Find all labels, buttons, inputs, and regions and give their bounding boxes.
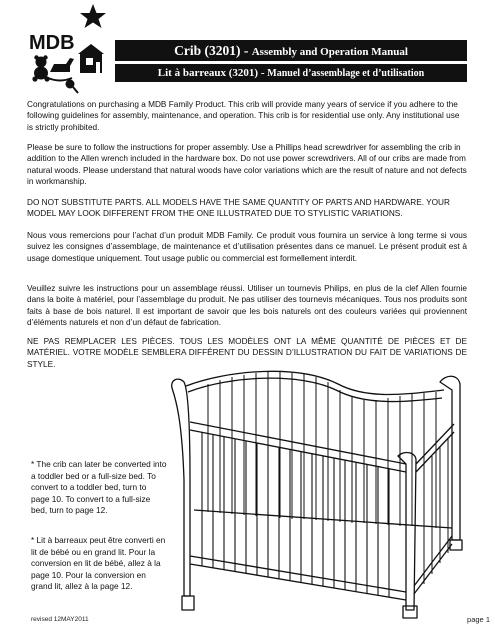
warning-paragraph-fr: NE PAS REMPLACER LES PIÈCES. TOUS LES MODÈLES ONT LA MÊME QUANTITÉ DE PIÈCES ET DE MATÉRIEL. VOTRE MODÈLE SEMBLERA DIFFÉRENT DU DESSIN D’ILLUSTRATION DU FAIT DE VARIATIONS DE STYLE. xyxy=(27,337,467,369)
assembly-paragraph-en: Please be sure to follow the instructions for proper assembly. Use a Phillips head screwdriver for assembling the crib in addition to the Allen wrench included in the hardware box. Do not use power screwdrivers. All of our cribs are made from natural woods. Please understand that natural woods have color variations which are the result of nature and not defects in workmanship. xyxy=(27,143,467,186)
page-number: page 1 xyxy=(467,615,490,624)
header xyxy=(115,40,467,82)
warning-paragraph-en: DO NOT SUBSTITUTE PARTS. ALL MODELS HAVE THE SAME QUANTITY OF PARTS AND HARDWARE. YOUR MODEL MAY LOOK DIFFERENT FROM THE ONE ILLUSTRATED DUE TO STYLISTIC VARIATIONS. xyxy=(27,198,450,219)
manual-title: Crib (3201) - xyxy=(174,43,252,58)
manual-title-sub: Assembly and Operation Manual xyxy=(251,46,408,58)
conversion-note-fr: * Lit à barreaux peut être converti en lit de bébé ou en grand lit. Pour la conversion en lit de bébé, allez à la page 10. Pour la conversion en grand lit, allez à la page 12. xyxy=(31,535,166,591)
intro-paragraph-en: Congratulations on purchasing a MDB Family Product. This crib will provide many years of service if you adhere to the following guidelines for assembly, maintenance, and operation. This crib is for residential use only. Any institutional use is strictly prohibited. xyxy=(27,100,460,132)
star-icon xyxy=(80,4,106,28)
manual-subtitle: Lit à barreaux (3201) - xyxy=(157,67,268,79)
teddy-bear-icon xyxy=(32,55,49,81)
title-bar xyxy=(115,40,467,61)
revision-date: revised 12MAY2011 xyxy=(31,616,89,623)
logo-text: MDB xyxy=(29,32,75,54)
assembly-paragraph-fr: Veuillez suivre les instructions pour un assemblage réussi. Utiliser un tournevis Philips, en plus de la clef Allen fournie dans la boite à matériel, pour l’assemblage du produit. Ne pas utiliser des tournevis mécaniques. Tous nos produits sont faits à base de bois naturel. Il est important de savoir que les bois naturels ont des couleurs variées qui proviennent d’éléments naturels et non d’un défaut de fabrication. xyxy=(27,284,467,327)
intro-paragraph-fr: Nous vous remercions pour l’achat d’un produit MDB Family. Ce produit vous fournira un service à long terme si vous suivez les consignes d’assemblage, de maintenance et d’utilisation présentes dans ce manuel. Le présent produit est à usage domestique uniquement. Tout usage public ou commercial est formellement interdit. xyxy=(27,231,467,263)
subtitle-bar xyxy=(115,64,467,82)
crib-illustration xyxy=(168,360,490,620)
manual-subtitle-sub: Manuel d’assemblage et d’utilisation xyxy=(267,68,425,79)
conversion-note-en: * The crib can later be converted into a toddler bed or a full-size bed. To convert to a toddler bed, turn to page 10. To convert to a full-size bed, turn to page 12. xyxy=(31,459,167,515)
rattle-icon xyxy=(66,80,79,94)
mdb-logo xyxy=(28,2,110,94)
rocking-horse-icon xyxy=(48,58,74,81)
toy-house-icon xyxy=(78,44,104,73)
